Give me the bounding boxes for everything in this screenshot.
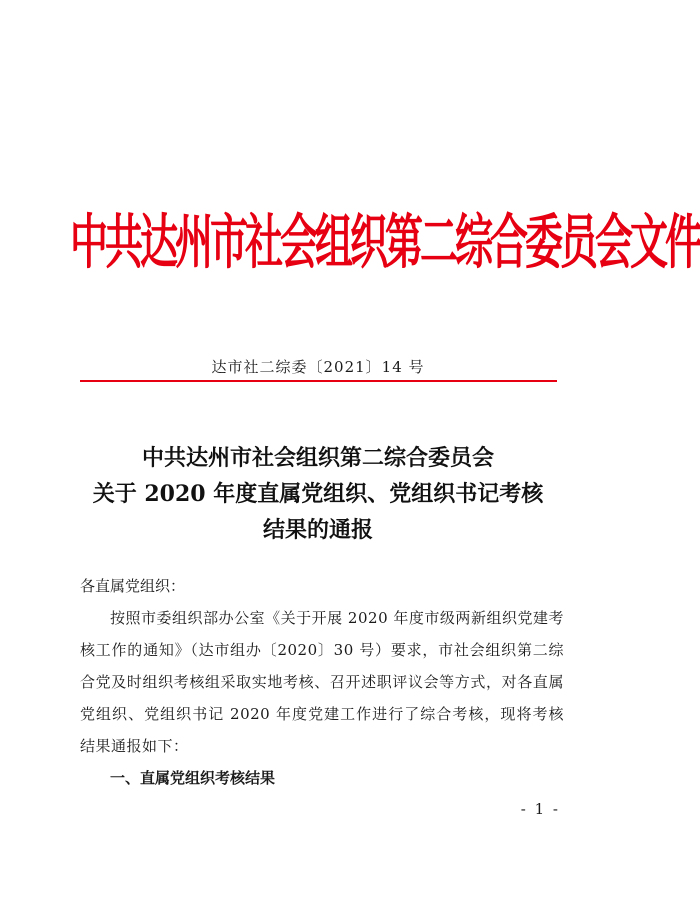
document-title (40, 440, 596, 548)
title-line-2: 关于 2020 年度直属党组织、党组织书记考核 (92, 481, 544, 507)
body-paragraph: 按照市委组织部办公室《关于开展 2020 年度市级两新组织党建考核工作的通知》（达市组办〔2020〕30 号）要求，市社会组织第二综合党及时组织考核组采取实地考核、召开述职评议会等方式，对各直属党组织、党组织书记 2020 年度党建工作进行了综合考核，现将考核结果通报如下： (80, 609, 564, 755)
title-line-1: 中共达州市社会组织第二综合委员会 (141, 445, 494, 471)
page-number: - 1 - (520, 800, 560, 818)
issuer-red-header: 中共达州市社会组织第二综合委员会文件 (70, 208, 700, 277)
salutation: 各直属党组织： (80, 577, 186, 595)
red-divider-line (80, 380, 557, 382)
section-heading: 一、直属党组织考核结果 (110, 769, 276, 787)
title-line-3: 结果的通报 (262, 517, 373, 543)
document-body (80, 570, 564, 794)
document-number: 达市社二综委〔2021〕14 号 (211, 358, 425, 376)
